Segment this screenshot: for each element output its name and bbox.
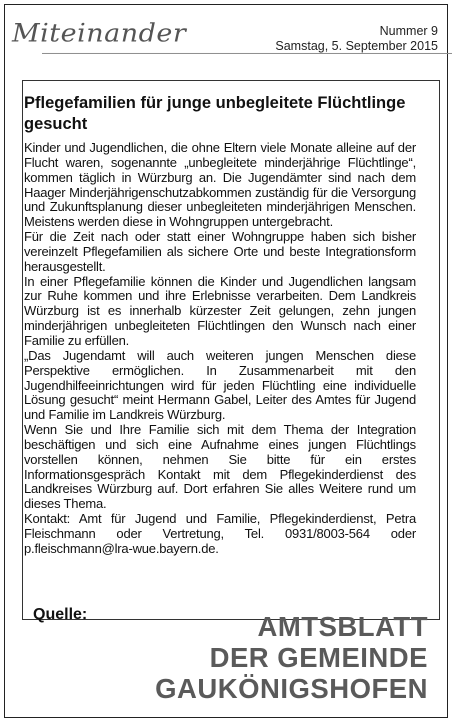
article-paragraph: Für die Zeit nach oder statt einer Wohngruppe haben sich bisher vereinzelt Pflegefamilien als sichere Orte und beste Integrationsform herausgestellt. (24, 229, 416, 274)
source-line: AMTSBLATT (257, 611, 428, 642)
issue-date: Samstag, 5. September 2015 (275, 39, 438, 53)
source-stamp (155, 611, 428, 704)
article-paragraph: Wenn Sie und Ihre Familie sich mit dem Thema der Integration beschäftigen und sich eine Aufnahme eines jungen Flüchtlings vorstellen können, nehmen Sie bitte für ein erstes Informationsgespräch Kontakt mit dem Pflegekinderdienst des Landkreises Würzburg auf. Dort erfahren Sie alles Weitere rund um dieses Thema. (24, 422, 416, 512)
article-paragraph: Kinder und Jugendlichen, die ohne Eltern viele Monate alleine auf der Flucht waren, sogenannte „unbegleitete minderjährige Flüchtlinge“, kommen täglich in Würzburg an. Die Jugendämter sind nach dem Haager Minderjährigenschutzabkommen zuständig für die Versorgung und Zukunftsplanung dieser unbegleiteten minderjährigen Menschen. Meistens werden diese in Wohngruppen untergebracht. (24, 140, 416, 230)
contact-paragraph: Kontakt: Amt für Jugend und Familie, Pflegekinderdienst, Petra Fleischmann oder Vertretung, Tel. 0931/8003-564 oder p.fleischmann@lra-wue.bayern.de. (24, 511, 416, 556)
article-body (24, 141, 416, 557)
issue-number: Nummer 9 (379, 24, 438, 38)
article-paragraph: „Das Jugendamt will auch weiteren jungen Menschen diese Perspektive ermöglichen. In Zusammenarbeit mit den Jugendhilfeeinrichtungen wird für jeden Flüchtling eine individuelle Lösung gesucht“ meint Hermann Gabel, Leiter des Amtes für Jugend und Familie im Landkreis Würzburg. (24, 347, 416, 423)
source-line: DER GEMEINDE (209, 642, 428, 673)
masthead-logo (12, 19, 186, 48)
source-label: Quelle: (33, 606, 88, 623)
article-paragraph: In einer Pflegefamilie können die Kinder und Jugendlichen langsam zur Ruhe kommen und ihre Erlebnisse verarbeiten. Dem Landkreis Würzburg ist es innerhalb kürzester Zeit gelungen, zehn jungen minderjährigen unbegleiteten Flüchtlingen den Wunsch nach einer Familie zu erfüllen. (24, 273, 416, 348)
article-headline: Pflegefamilien für junge unbegleitete Flüchtlinge gesucht (24, 94, 406, 133)
issue-info (275, 24, 438, 54)
masthead-title: Miteinander (12, 18, 187, 49)
source-line: GAUKÖNIGSHOFEN (155, 673, 428, 704)
